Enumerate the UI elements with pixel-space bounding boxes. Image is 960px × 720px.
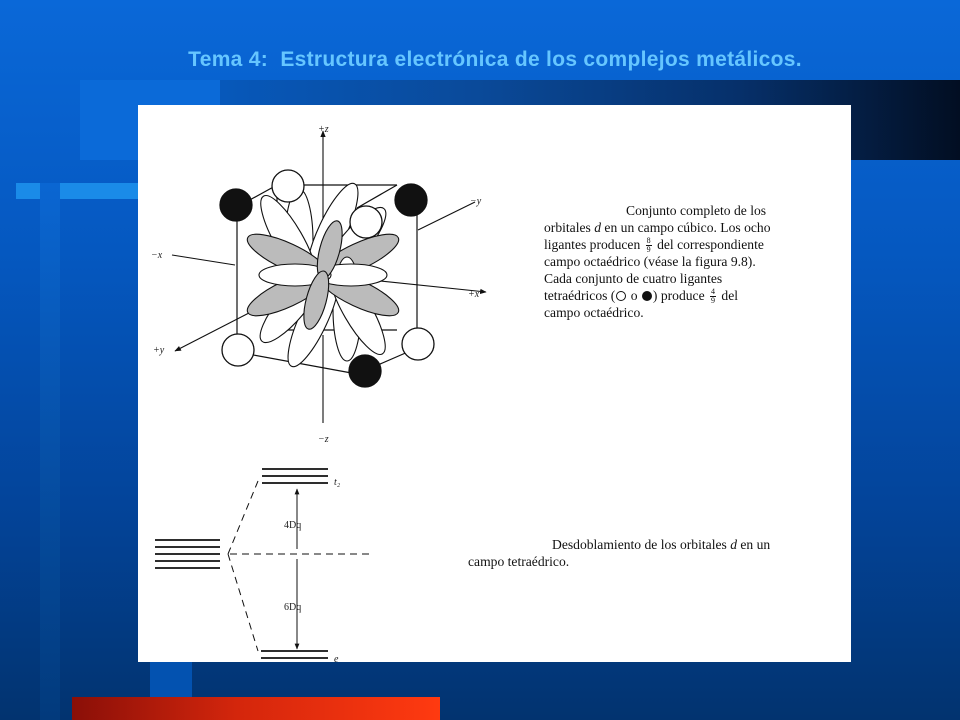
ligand-open-top-front-right bbox=[350, 206, 382, 238]
axis-label-plus-y: +y bbox=[153, 345, 165, 356]
figure-svg bbox=[138, 105, 851, 662]
decorative-left-column bbox=[40, 183, 60, 720]
ligand-filled-top-back-right bbox=[395, 184, 427, 216]
ligand-open-top-back-left bbox=[272, 170, 304, 202]
t2-levels bbox=[262, 469, 328, 483]
label-4dq: 4Dq bbox=[284, 520, 302, 531]
label-6dq: 6Dq bbox=[284, 602, 302, 613]
decorative-thin-line bbox=[16, 183, 146, 199]
tetrahedral-splitting-diagram bbox=[155, 469, 370, 658]
open-circle-icon bbox=[616, 291, 626, 301]
axis-label-minus-z: −z bbox=[318, 434, 329, 445]
e-levels bbox=[261, 651, 328, 658]
decorative-red-bar bbox=[72, 697, 440, 720]
axis-label-minus-x: −x bbox=[151, 250, 163, 261]
axis-minus-x bbox=[172, 255, 235, 265]
axis-label-plus-z: +z bbox=[318, 124, 329, 135]
label-e: e bbox=[334, 654, 339, 662]
fraction-eight-ninths: $\frac{8}{9}$ bbox=[646, 235, 651, 254]
ligand-filled-top-front-left bbox=[220, 189, 252, 221]
ligand-filled-bottom-front-right bbox=[349, 355, 381, 387]
fraction-four-ninths: $\frac{4}{9}$ bbox=[711, 286, 716, 305]
ligand-open-bottom-back-right bbox=[402, 328, 434, 360]
axis-minus-y bbox=[418, 202, 475, 230]
caption-tetrahedral-field: Desdoblamiento de los orbitales d en un campo tetraédrico. bbox=[468, 537, 771, 569]
axis-label-minus-y: −y bbox=[470, 196, 482, 207]
ligand-open-bottom-front-left bbox=[222, 334, 254, 366]
label-t2: t₂ bbox=[334, 477, 341, 488]
filled-circle-icon bbox=[642, 291, 652, 301]
figure-panel bbox=[138, 105, 851, 662]
slide-title: Tema 4: Estructura electrónica de los complejos metálicos. bbox=[188, 48, 802, 71]
connector-lines bbox=[228, 481, 370, 651]
degenerate-d-levels bbox=[155, 540, 220, 568]
cubic-field-diagram bbox=[151, 124, 486, 445]
caption-cubic-field: Conjunto completo de los orbitales d en un campo cúbico. Los ocho ligantes producen $\frac{8}{9}$ del correspondiente campo octaédrico (véase la figura 9.8). Cada conjunto de cuatro ligantes tetraédricos ( o ) produce $\frac{4}{9}$ del campo octaédrico. bbox=[544, 203, 771, 320]
axis-label-plus-x: +x bbox=[468, 289, 480, 300]
